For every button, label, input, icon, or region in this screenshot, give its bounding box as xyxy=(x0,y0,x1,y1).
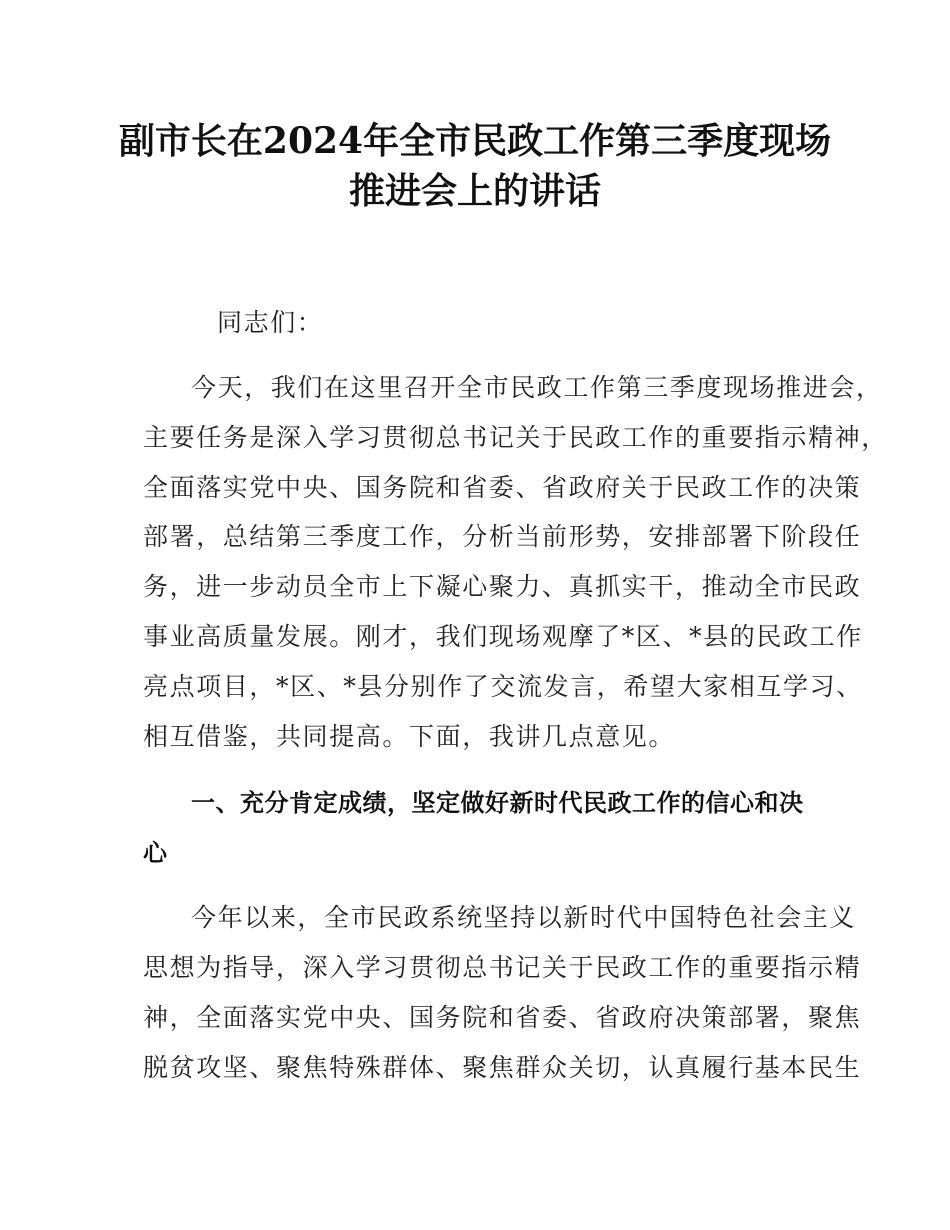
paragraph-2-line: 思想为指导，深入学习贯彻总书记关于民政工作的重要指示精 xyxy=(143,953,862,982)
document-title-line-2: 推进会上的讲话 xyxy=(348,170,601,212)
paragraph-1-line: 部署，总结第三季度工作，分析当前形势，安排部署下阶段任 xyxy=(143,522,862,551)
section-heading-line: 一、充分肯定成绩，坚定做好新时代民政工作的信心和决 xyxy=(191,789,804,817)
paragraph-2-line: 今年以来，全市民政系统坚持以新时代中国特色社会主义 xyxy=(191,903,857,932)
paragraph-1-line: 事业高质量发展。刚才，我们现场观摩了*区、*县的民政工作 xyxy=(143,622,863,651)
paragraph-1-line: 相互借鉴，共同提高。下面，我讲几点意见。 xyxy=(143,722,676,751)
paragraph-1-line: 务，进一步动员全市上下凝心聚力、真抓实干，推动全市民政 xyxy=(143,572,862,601)
paragraph-1-line: 全面落实党中央、国务院和省委、省政府关于民政工作的决策 xyxy=(143,473,862,502)
section-heading-line: 心 xyxy=(143,839,168,867)
salutation: 同志们： xyxy=(217,308,324,337)
paragraph-1-line: 亮点项目，*区、*县分别作了交流发言，希望大家相互学习、 xyxy=(143,672,863,701)
paragraph-1-line: 主要任务是深入学习贯彻总书记关于民政工作的重要指示精神， xyxy=(143,423,888,452)
paragraph-2-line: 脱贫攻坚、聚焦特殊群体、聚焦群众关切，认真履行基本民生 xyxy=(143,1053,862,1082)
document-title-line-1: 副市长在2024年全市民政工作第三季度现场 xyxy=(118,120,832,162)
paragraph-1-line: 今天，我们在这里召开全市民政工作第三季度现场推进会， xyxy=(191,373,883,402)
paragraph-2-line: 神，全面落实党中央、国务院和省委、省政府决策部署，聚焦 xyxy=(143,1003,862,1032)
